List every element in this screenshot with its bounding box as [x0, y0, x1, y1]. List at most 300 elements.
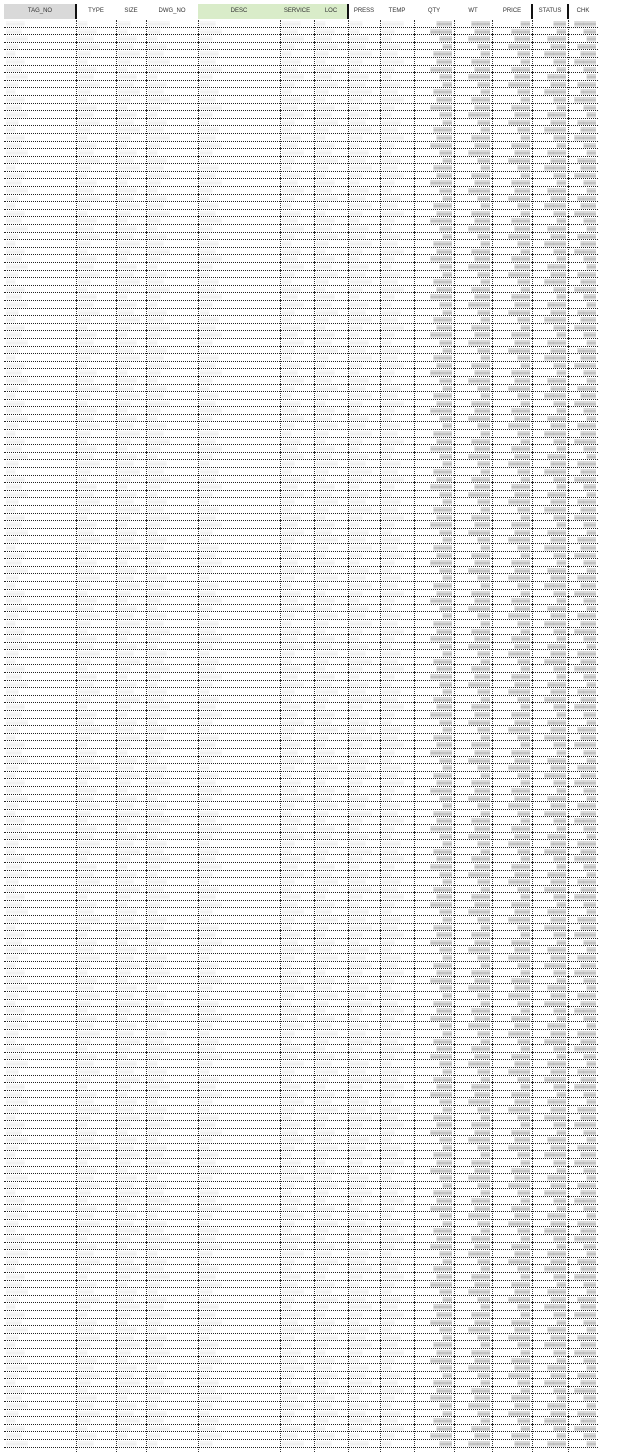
table-cell[interactable]: ▒▒▒▒▒▒▒ [414, 635, 454, 643]
table-cell[interactable]: ▒▒▒▒▒ [380, 1151, 414, 1159]
table-cell[interactable]: ▒▒▒ [4, 1114, 76, 1122]
table-cell[interactable]: ▒▒▒ [532, 825, 568, 833]
table-cell[interactable]: ▒▒▒▒ [380, 217, 414, 225]
table-cell[interactable]: ▒▒▒▒▒▒ [116, 187, 146, 195]
table-cell[interactable]: ▒▒▒ [454, 240, 492, 248]
table-cell[interactable]: ▒▒▒▒▒▒ [414, 1038, 454, 1046]
table-cell[interactable]: ▒▒▒▒▒▒▒ [568, 931, 598, 939]
table-cell[interactable]: ▒▒▒▒▒▒ [198, 1038, 280, 1046]
table-cell[interactable]: ▒▒▒ [348, 1394, 380, 1402]
table-cell[interactable]: ▒▒▒ [414, 195, 454, 203]
table-cell[interactable]: ▒▒▒▒▒ [280, 1432, 314, 1440]
table-cell[interactable]: ▒▒▒▒▒ [414, 665, 454, 673]
table-cell[interactable]: ▒▒▒ [314, 476, 348, 484]
table-cell[interactable]: ▒▒▒ [4, 1000, 76, 1008]
table-cell[interactable]: ▒▒▒▒▒ [76, 339, 116, 347]
table-cell[interactable]: ▒▒▒▒▒ [380, 126, 414, 134]
table-cell[interactable]: ▒▒▒▒▒ [348, 1182, 380, 1190]
table-cell[interactable]: ▒▒▒ [198, 878, 280, 886]
table-cell[interactable]: ▒▒▒▒▒▒ [380, 157, 414, 165]
table-cell[interactable]: ▒▒▒▒▒ [76, 35, 116, 43]
table-cell[interactable]: ▒▒▒▒▒▒ [280, 20, 314, 28]
table-cell[interactable]: ▒▒▒▒▒▒ [280, 741, 314, 749]
table-cell[interactable]: ▒▒▒▒ [532, 286, 568, 294]
table-cell[interactable]: ▒▒▒ [532, 1129, 568, 1137]
table-cell[interactable]: ▒▒▒▒▒▒▒ [380, 438, 414, 446]
table-cell[interactable]: ▒▒▒▒▒▒ [568, 1258, 598, 1266]
table-cell[interactable]: ▒▒▒▒▒▒▒ [198, 255, 280, 263]
table-cell[interactable]: ▒▒▒▒ [414, 111, 454, 119]
table-cell[interactable]: ▒▒▒▒▒ [492, 605, 532, 613]
table-cell[interactable]: ▒▒▒▒▒▒▒ [4, 1440, 76, 1448]
table-cell[interactable]: ▒▒▒▒▒▒ [532, 643, 568, 651]
table-cell[interactable]: ▒▒▒ [532, 104, 568, 112]
table-cell[interactable]: ▒▒▒▒▒ [348, 802, 380, 810]
table-cell[interactable]: ▒▒▒▒▒ [568, 924, 598, 932]
table-cell[interactable]: ▒▒▒▒ [4, 1372, 76, 1380]
table-cell[interactable]: ▒▒▒ [146, 1212, 198, 1220]
table-cell[interactable]: ▒▒▒▒▒ [76, 605, 116, 613]
table-cell[interactable]: ▒▒▒▒▒▒▒ [314, 385, 348, 393]
table-cell[interactable]: ▒▒▒▒▒ [198, 628, 280, 636]
table-cell[interactable]: ▒▒▒▒ [314, 354, 348, 362]
table-cell[interactable]: ▒▒▒▒▒▒▒ [4, 795, 76, 803]
table-cell[interactable]: ▒▒▒ [76, 58, 116, 66]
table-cell[interactable]: ▒▒▒▒▒ [454, 711, 492, 719]
table-cell[interactable]: ▒▒▒▒▒▒▒ [568, 514, 598, 522]
table-cell[interactable]: ▒▒▒▒▒ [568, 1000, 598, 1008]
table-cell[interactable]: ▒▒▒▒▒▒ [146, 574, 198, 582]
table-cell[interactable]: ▒▒▒▒ [454, 43, 492, 51]
table-cell[interactable]: ▒▒▒ [414, 347, 454, 355]
table-cell[interactable]: ▒▒▒▒▒▒▒ [146, 817, 198, 825]
table-cell[interactable]: ▒▒▒▒▒ [116, 764, 146, 772]
table-cell[interactable]: ▒▒▒▒▒▒ [4, 817, 76, 825]
table-cell[interactable]: ▒▒▒▒▒▒ [198, 278, 280, 286]
table-cell[interactable]: ▒▒▒▒▒▒▒ [4, 946, 76, 954]
column-header-status[interactable]: STATUS [532, 4, 568, 19]
table-cell[interactable]: ▒▒▒ [4, 1379, 76, 1387]
table-cell[interactable]: ▒▒▒▒▒▒ [76, 901, 116, 909]
table-cell[interactable]: ▒▒▒▒▒▒ [76, 331, 116, 339]
table-cell[interactable]: ▒▒▒▒ [454, 802, 492, 810]
table-cell[interactable]: ▒▒▒ [492, 855, 532, 863]
table-cell[interactable]: ▒▒▒▒▒ [146, 544, 198, 552]
table-cell[interactable]: ▒▒▒▒▒▒ [492, 1205, 532, 1213]
table-cell[interactable]: ▒▒▒▒ [198, 908, 280, 916]
table-cell[interactable]: ▒▒▒▒▒▒▒ [568, 58, 598, 66]
table-cell[interactable]: ▒▒▒▒▒ [4, 635, 76, 643]
table-cell[interactable]: ▒▒▒▒ [4, 385, 76, 393]
table-cell[interactable]: ▒▒▒ [492, 1273, 532, 1281]
table-cell[interactable]: ▒▒▒ [568, 1098, 598, 1106]
table-cell[interactable]: ▒▒▒▒▒ [454, 825, 492, 833]
table-cell[interactable]: ▒▒▒▒▒▒ [348, 301, 380, 309]
table-cell[interactable]: ▒▒▒▒ [454, 726, 492, 734]
table-cell[interactable]: ▒▒▒▒▒▒ [116, 263, 146, 271]
table-cell[interactable]: ▒▒▒▒▒ [146, 886, 198, 894]
table-cell[interactable]: ▒▒▒▒▒▒▒ [532, 582, 568, 590]
table-cell[interactable]: ▒▒▒▒▒▒ [116, 529, 146, 537]
table-cell[interactable]: ▒▒▒▒ [532, 741, 568, 749]
table-cell[interactable]: ▒▒▒ [414, 992, 454, 1000]
table-cell[interactable]: ▒▒▒▒▒▒ [454, 1159, 492, 1167]
table-cell[interactable]: ▒▒▒▒▒ [146, 658, 198, 666]
table-cell[interactable]: ▒▒▒▒▒▒ [348, 1402, 380, 1410]
table-cell[interactable]: ▒▒▒▒▒▒▒ [198, 521, 280, 529]
table-cell[interactable]: ▒▒▒▒▒▒▒ [492, 81, 532, 89]
table-cell[interactable]: ▒▒▒▒▒ [454, 369, 492, 377]
table-cell[interactable]: ▒▒▒▒ [198, 757, 280, 765]
table-cell[interactable]: ▒▒▒▒▒▒ [380, 726, 414, 734]
table-cell[interactable]: ▒▒▒▒ [116, 1311, 146, 1319]
table-cell[interactable]: ▒▒▒▒▒▒ [76, 635, 116, 643]
table-cell[interactable]: ▒▒▒▒▒ [198, 1425, 280, 1433]
table-cell[interactable]: ▒▒▒▒▒▒ [280, 476, 314, 484]
table-cell[interactable]: ▒▒▒▒▒▒▒ [314, 1030, 348, 1038]
table-cell[interactable]: ▒▒▒ [76, 324, 116, 332]
table-cell[interactable]: ▒▒▒▒▒ [146, 924, 198, 932]
table-cell[interactable]: ▒▒▒ [492, 514, 532, 522]
table-cell[interactable]: ▒▒▒▒▒▒▒ [532, 1227, 568, 1235]
table-cell[interactable]: ▒▒▒▒ [4, 81, 76, 89]
table-cell[interactable]: ▒▒▒▒▒▒▒ [314, 802, 348, 810]
table-cell[interactable]: ▒▒▒▒▒▒ [532, 1022, 568, 1030]
table-cell[interactable]: ▒▒▒▒▒ [314, 946, 348, 954]
table-cell[interactable]: ▒▒▒▒▒▒▒ [454, 111, 492, 119]
table-cell[interactable]: ▒▒▒▒▒ [532, 650, 568, 658]
table-cell[interactable]: ▒▒▒▒▒ [116, 954, 146, 962]
table-cell[interactable]: ▒▒▒ [532, 901, 568, 909]
table-cell[interactable]: ▒▒▒ [380, 187, 414, 195]
table-cell[interactable]: ▒▒▒▒▒ [454, 445, 492, 453]
table-cell[interactable]: ▒▒▒▒▒▒▒ [532, 1417, 568, 1425]
table-cell[interactable]: ▒▒▒▒▒▒▒ [380, 514, 414, 522]
table-cell[interactable]: ▒▒▒▒▒▒ [198, 658, 280, 666]
table-cell[interactable]: ▒▒▒▒ [414, 225, 454, 233]
table-cell[interactable]: ▒▒▒▒▒▒ [314, 1357, 348, 1365]
table-cell[interactable]: ▒▒▒▒▒▒ [568, 802, 598, 810]
table-cell[interactable]: ▒▒▒▒▒▒ [314, 104, 348, 112]
table-cell[interactable]: ▒▒▒▒ [280, 726, 314, 734]
table-cell[interactable]: ▒▒▒▒▒ [454, 407, 492, 415]
table-cell[interactable]: ▒▒▒▒▒ [532, 1220, 568, 1228]
table-cell[interactable]: ▒▒▒▒▒ [454, 293, 492, 301]
table-cell[interactable]: ▒▒▒ [280, 354, 314, 362]
table-cell[interactable]: ▒▒▒▒▒▒▒ [414, 1129, 454, 1137]
table-cell[interactable]: ▒▒▒▒▒▒▒ [314, 1106, 348, 1114]
table-cell[interactable]: ▒▒▒▒▒▒▒ [146, 1235, 198, 1243]
table-cell[interactable]: ▒▒▒▒▒▒▒ [348, 316, 380, 324]
table-cell[interactable]: ▒▒▒▒▒ [314, 1440, 348, 1448]
table-cell[interactable]: ▒▒▒▒▒ [76, 453, 116, 461]
table-cell[interactable]: ▒▒▒ [76, 514, 116, 522]
table-cell[interactable]: ▒▒▒▒ [454, 1220, 492, 1228]
table-cell[interactable]: ▒▒▒▒▒ [568, 164, 598, 172]
table-cell[interactable]: ▒▒▒▒▒▒ [380, 309, 414, 317]
table-cell[interactable]: ▒▒▒▒▒▒▒ [454, 453, 492, 461]
table-cell[interactable]: ▒▒▒▒▒▒▒ [146, 58, 198, 66]
table-cell[interactable]: ▒▒▒▒▒ [280, 597, 314, 605]
table-cell[interactable]: ▒▒▒▒▒▒▒ [532, 240, 568, 248]
table-cell[interactable]: ▒▒▒▒▒▒▒ [314, 840, 348, 848]
table-cell[interactable]: ▒▒▒▒ [348, 362, 380, 370]
table-cell[interactable]: ▒▒▒▒▒ [146, 734, 198, 742]
table-cell[interactable]: ▒▒▒▒▒▒ [198, 126, 280, 134]
table-cell[interactable]: ▒▒▒▒▒▒ [380, 43, 414, 51]
table-cell[interactable]: ▒▒▒▒▒▒▒ [348, 544, 380, 552]
table-cell[interactable]: ▒▒▒▒▒ [380, 810, 414, 818]
table-cell[interactable]: ▒▒▒▒▒ [198, 286, 280, 294]
table-cell[interactable]: ▒▒▒ [414, 1372, 454, 1380]
table-cell[interactable]: ▒▒▒▒▒▒▒ [414, 1015, 454, 1023]
table-cell[interactable]: ▒▒▒▒▒▒▒ [116, 886, 146, 894]
table-cell[interactable]: ▒▒▒▒▒▒▒ [280, 301, 314, 309]
table-cell[interactable]: ▒▒▒▒ [76, 50, 116, 58]
table-cell[interactable]: ▒▒▒▒ [348, 817, 380, 825]
table-cell[interactable]: ▒▒▒▒▒ [348, 1220, 380, 1228]
table-cell[interactable]: ▒▒▒▒▒ [116, 1258, 146, 1266]
table-cell[interactable]: ▒▒▒▒ [76, 544, 116, 552]
table-cell[interactable]: ▒▒▒▒ [454, 688, 492, 696]
table-cell[interactable]: ▒▒▒▒▒ [314, 871, 348, 879]
table-cell[interactable]: ▒▒▒▒▒▒▒ [454, 643, 492, 651]
table-cell[interactable]: ▒▒▒▒▒ [414, 476, 454, 484]
table-cell[interactable]: ▒▒▒▒▒▒ [532, 946, 568, 954]
table-cell[interactable]: ▒▒▒▒▒▒▒ [76, 157, 116, 165]
table-cell[interactable]: ▒▒▒▒▒ [414, 438, 454, 446]
table-cell[interactable]: ▒▒▒▒▒▒▒ [532, 544, 568, 552]
table-cell[interactable]: ▒▒▒▒▒▒▒ [568, 1387, 598, 1395]
table-cell[interactable]: ▒▒▒▒▒ [568, 848, 598, 856]
table-cell[interactable]: ▒▒▒▒▒▒ [380, 1220, 414, 1228]
table-cell[interactable]: ▒▒▒▒ [314, 658, 348, 666]
table-cell[interactable]: ▒▒▒▒▒ [380, 1189, 414, 1197]
table-cell[interactable]: ▒▒▒▒▒▒ [348, 415, 380, 423]
table-cell[interactable]: ▒▒▒▒▒▒▒ [4, 225, 76, 233]
table-cell[interactable]: ▒▒▒▒ [198, 1288, 280, 1296]
table-cell[interactable]: ▒▒▒▒▒ [492, 187, 532, 195]
table-cell[interactable]: ▒▒▒▒▒▒▒ [492, 1182, 532, 1190]
table-cell[interactable]: ▒▒▒▒▒▒▒ [4, 605, 76, 613]
table-cell[interactable]: ▒▒▒▒ [414, 605, 454, 613]
table-cell[interactable]: ▒▒▒▒ [314, 1303, 348, 1311]
table-cell[interactable]: ▒▒▒ [314, 286, 348, 294]
table-cell[interactable]: ▒▒▒▒ [198, 301, 280, 309]
table-cell[interactable]: ▒▒▒ [314, 552, 348, 560]
table-cell[interactable]: ▒▒▒▒ [568, 483, 598, 491]
table-cell[interactable]: ▒▒▒▒▒▒ [198, 1000, 280, 1008]
table-cell[interactable]: ▒▒▒ [314, 590, 348, 598]
table-cell[interactable]: ▒▒▒▒▒▒ [380, 1334, 414, 1342]
table-cell[interactable]: ▒▒▒▒▒▒▒ [314, 688, 348, 696]
table-cell[interactable]: ▒▒▒ [380, 1212, 414, 1220]
table-cell[interactable]: ▒▒▒▒▒ [116, 1106, 146, 1114]
table-cell[interactable]: ▒▒▒▒▒▒ [116, 339, 146, 347]
table-cell[interactable]: ▒▒▒▒ [454, 422, 492, 430]
table-cell[interactable]: ▒▒▒▒▒▒ [348, 1174, 380, 1182]
table-cell[interactable]: ▒▒▒▒▒▒▒ [280, 149, 314, 157]
table-cell[interactable]: ▒▒▒▒▒ [4, 1015, 76, 1023]
table-cell[interactable]: ▒▒▒ [348, 445, 380, 453]
table-cell[interactable]: ▒▒▒ [198, 498, 280, 506]
table-cell[interactable]: ▒▒▒▒▒ [4, 255, 76, 263]
table-cell[interactable]: ▒▒▒▒▒ [280, 293, 314, 301]
table-cell[interactable]: ▒▒▒▒▒▒ [492, 445, 532, 453]
table-cell[interactable]: ▒▒▒▒▒▒▒ [454, 491, 492, 499]
table-cell[interactable]: ▒▒▒▒▒ [146, 582, 198, 590]
table-cell[interactable]: ▒▒▒▒▒ [198, 969, 280, 977]
table-cell[interactable]: ▒▒▒▒ [532, 172, 568, 180]
table-cell[interactable]: ▒▒▒▒▒▒▒ [568, 1007, 598, 1015]
table-cell[interactable]: ▒▒▒▒ [314, 430, 348, 438]
table-cell[interactable]: ▒▒▒▒ [348, 1045, 380, 1053]
table-cell[interactable]: ▒▒▒▒▒▒ [454, 96, 492, 104]
table-cell[interactable]: ▒▒▒▒▒ [532, 1334, 568, 1342]
table-cell[interactable]: ▒▒▒▒▒▒ [492, 977, 532, 985]
table-cell[interactable]: ▒▒▒▒▒ [280, 1053, 314, 1061]
table-cell[interactable]: ▒▒▒▒ [280, 195, 314, 203]
table-cell[interactable]: ▒▒▒▒▒▒▒ [314, 309, 348, 317]
table-cell[interactable]: ▒▒▒▒▒▒ [380, 574, 414, 582]
table-cell[interactable]: ▒▒▒▒▒▒▒ [198, 179, 280, 187]
table-cell[interactable]: ▒▒▒ [198, 1144, 280, 1152]
table-cell[interactable]: ▒▒▒▒▒▒▒ [76, 1030, 116, 1038]
table-cell[interactable]: ▒▒▒▒▒▒ [568, 1296, 598, 1304]
table-cell[interactable]: ▒▒▒▒▒▒ [280, 1387, 314, 1395]
table-cell[interactable]: ▒▒▒▒▒▒ [146, 1410, 198, 1418]
table-cell[interactable]: ▒▒▒ [568, 149, 598, 157]
table-cell[interactable]: ▒▒▒▒▒ [4, 1281, 76, 1289]
table-cell[interactable]: ▒▒▒▒▒ [280, 483, 314, 491]
table-cell[interactable]: ▒▒▒▒▒▒ [532, 225, 568, 233]
table-cell[interactable]: ▒▒▒▒▒ [348, 1296, 380, 1304]
table-cell[interactable]: ▒▒▒▒▒▒▒ [532, 354, 568, 362]
table-cell[interactable]: ▒▒▒▒▒▒▒ [568, 1159, 598, 1167]
table-cell[interactable]: ▒▒▒▒ [146, 521, 198, 529]
table-cell[interactable]: ▒▒▒▒▒▒▒ [532, 430, 568, 438]
table-cell[interactable]: ▒▒▒▒▒ [314, 263, 348, 271]
table-cell[interactable]: ▒▒▒▒▒▒ [280, 362, 314, 370]
table-cell[interactable]: ▒▒▒▒▒ [4, 369, 76, 377]
table-cell[interactable]: ▒▒▒▒▒ [146, 506, 198, 514]
table-cell[interactable]: ▒▒▒▒▒▒▒ [454, 795, 492, 803]
table-cell[interactable]: ▒▒▒▒▒▒▒ [414, 369, 454, 377]
table-cell[interactable]: ▒▒▒ [568, 908, 598, 916]
table-cell[interactable]: ▒▒▒ [568, 339, 598, 347]
table-cell[interactable]: ▒▒▒▒▒▒▒ [4, 1250, 76, 1258]
table-cell[interactable]: ▒▒▒ [414, 574, 454, 582]
table-cell[interactable]: ▒▒▒ [76, 210, 116, 218]
table-cell[interactable]: ▒▒▒▒▒ [4, 1205, 76, 1213]
table-cell[interactable]: ▒▒▒▒▒▒ [116, 1440, 146, 1448]
table-cell[interactable]: ▒▒▒ [146, 491, 198, 499]
table-cell[interactable]: ▒▒▒▒▒▒ [348, 1098, 380, 1106]
table-cell[interactable]: ▒▒▒▒▒▒▒ [568, 286, 598, 294]
table-cell[interactable]: ▒▒▒▒▒ [380, 1038, 414, 1046]
table-cell[interactable]: ▒▒▒▒▒▒▒ [146, 400, 198, 408]
table-cell[interactable]: ▒▒▒ [314, 741, 348, 749]
table-cell[interactable]: ▒▒▒▒ [314, 1151, 348, 1159]
table-cell[interactable]: ▒▒▒▒▒▒▒ [348, 430, 380, 438]
table-cell[interactable]: ▒▒▒▒ [4, 878, 76, 886]
table-cell[interactable]: ▒▒▒ [116, 1281, 146, 1289]
table-cell[interactable]: ▒▒▒▒▒▒▒ [414, 559, 454, 567]
table-cell[interactable]: ▒▒▒▒▒▒▒ [198, 673, 280, 681]
table-cell[interactable]: ▒▒▒▒▒▒▒ [454, 946, 492, 954]
table-cell[interactable]: ▒▒▒▒ [568, 369, 598, 377]
table-cell[interactable]: ▒▒▒▒ [414, 643, 454, 651]
table-cell[interactable]: ▒▒▒▒▒▒▒ [414, 104, 454, 112]
table-cell[interactable]: ▒▒▒▒▒ [4, 559, 76, 567]
table-cell[interactable]: ▒▒▒▒▒▒▒ [198, 825, 280, 833]
table-cell[interactable]: ▒▒▒▒ [314, 810, 348, 818]
table-cell[interactable]: ▒▒▒▒▒▒▒ [76, 1258, 116, 1266]
table-cell[interactable]: ▒▒▒▒ [314, 1000, 348, 1008]
table-cell[interactable]: ▒▒▒▒▒▒ [4, 1311, 76, 1319]
table-cell[interactable]: ▒▒▒ [380, 681, 414, 689]
table-cell[interactable]: ▒▒▒ [198, 43, 280, 51]
table-cell[interactable]: ▒▒▒▒▒▒▒ [314, 764, 348, 772]
table-cell[interactable]: ▒▒▒▒▒ [314, 1098, 348, 1106]
table-cell[interactable]: ▒▒▒▒ [146, 1319, 198, 1327]
table-cell[interactable]: ▒▒▒ [280, 1227, 314, 1235]
table-cell[interactable]: ▒▒▒▒▒▒▒ [4, 377, 76, 385]
table-cell[interactable]: ▒▒▒▒▒▒▒ [454, 833, 492, 841]
table-cell[interactable]: ▒▒▒▒ [116, 210, 146, 218]
table-cell[interactable]: ▒▒▒▒▒ [314, 795, 348, 803]
table-cell[interactable]: ▒▒▒▒▒ [492, 567, 532, 575]
table-cell[interactable]: ▒▒▒ [4, 316, 76, 324]
table-cell[interactable]: ▒▒▒▒▒▒▒ [380, 324, 414, 332]
table-cell[interactable]: ▒▒▒▒▒▒ [116, 35, 146, 43]
table-cell[interactable]: ▒▒▒▒▒▒▒ [568, 665, 598, 673]
table-cell[interactable]: ▒▒▒▒▒▒ [380, 195, 414, 203]
table-cell[interactable]: ▒▒▒▒▒▒▒ [4, 984, 76, 992]
table-cell[interactable]: ▒▒▒▒▒▒ [146, 460, 198, 468]
table-cell[interactable]: ▒▒▒▒ [146, 28, 198, 36]
table-cell[interactable]: ▒▒▒▒ [146, 142, 198, 150]
table-cell[interactable]: ▒▒▒▒ [492, 468, 532, 476]
table-cell[interactable]: ▒▒▒ [454, 734, 492, 742]
table-cell[interactable]: ▒▒▒ [146, 1174, 198, 1182]
table-cell[interactable]: ▒▒▒▒ [454, 119, 492, 127]
table-cell[interactable]: ▒▒▒▒▒▒▒ [348, 354, 380, 362]
table-cell[interactable]: ▒▒▒ [116, 1319, 146, 1327]
table-cell[interactable]: ▒▒▒▒▒▒ [76, 1167, 116, 1175]
table-cell[interactable]: ▒▒▒▒▒▒ [280, 172, 314, 180]
table-cell[interactable]: ▒▒▒▒▒▒▒ [532, 772, 568, 780]
table-cell[interactable]: ▒▒▒ [146, 1402, 198, 1410]
table-cell[interactable]: ▒▒▒▒▒▒▒ [198, 1432, 280, 1440]
table-cell[interactable]: ▒▒▒▒▒▒▒ [146, 1197, 198, 1205]
table-cell[interactable]: ▒▒▒ [314, 58, 348, 66]
table-cell[interactable]: ▒▒▒▒▒▒▒ [414, 521, 454, 529]
table-cell[interactable]: ▒▒▒▒ [492, 1379, 532, 1387]
table-cell[interactable]: ▒▒▒▒▒▒ [492, 255, 532, 263]
table-cell[interactable]: ▒▒▒ [76, 1045, 116, 1053]
table-cell[interactable]: ▒▒▒▒▒▒ [414, 126, 454, 134]
table-cell[interactable]: ▒▒▒▒ [76, 126, 116, 134]
table-cell[interactable]: ▒▒▒▒ [4, 954, 76, 962]
table-cell[interactable]: ▒▒▒▒▒ [532, 764, 568, 772]
column-header-price[interactable]: PRICE [492, 4, 532, 19]
table-cell[interactable]: ▒▒▒▒▒▒▒ [380, 931, 414, 939]
table-cell[interactable]: ▒▒▒▒▒ [492, 1136, 532, 1144]
table-cell[interactable]: ▒▒▒▒▒▒ [568, 1220, 598, 1228]
table-cell[interactable]: ▒▒▒▒ [116, 741, 146, 749]
table-cell[interactable]: ▒▒▒▒ [568, 142, 598, 150]
